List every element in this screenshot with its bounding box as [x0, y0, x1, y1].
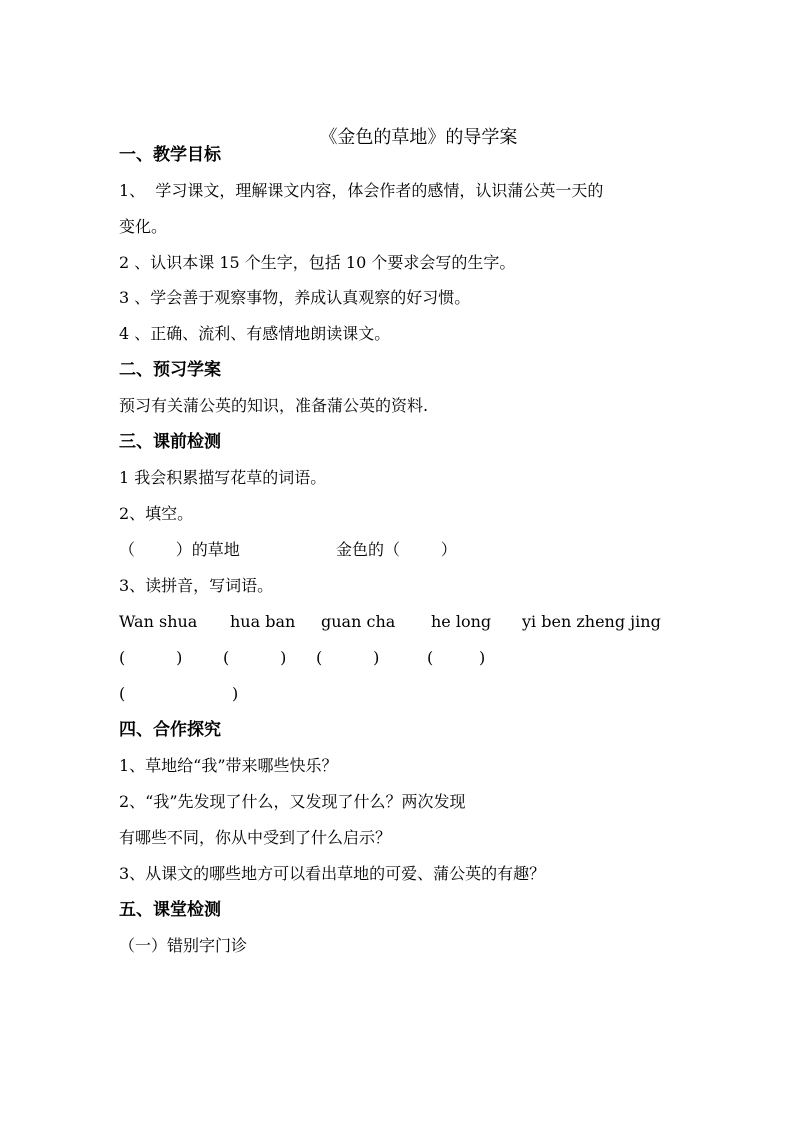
pinyin-item: guan cha: [321, 612, 396, 631]
document-title-text: 《金色的草地》的导学案: [319, 127, 518, 148]
answer-blank: ( ): [119, 648, 183, 667]
goal-item-1-line-1: 1、 学习课文，理解课文内容，体会作者的感情，认识蒲公英一天的: [119, 181, 604, 200]
cooperation-q3: 3、从课文的哪些地方可以看出草地的可爱、蒲公英的有趣？: [119, 864, 546, 883]
section-heading-pre-check: 三、课前检测: [119, 432, 221, 452]
cooperation-q1: 1、草地给“我”带来哪些快乐？: [119, 756, 338, 775]
class-check-sub-1: （一）错别字门诊: [119, 936, 248, 955]
pre-check-q1: 1 我会积累描写花草的词语。: [119, 468, 327, 487]
answer-blank: ( ): [223, 648, 287, 667]
preview-text: 预习有关蒲公英的知识，准备蒲公英的资料.: [119, 396, 429, 415]
goal-item-3: 3 、学会善于观察事物，养成认真观察的好习惯。: [119, 288, 471, 307]
answer-blank: ( ): [427, 648, 486, 667]
fill-blank-2: 金色的（ ）: [336, 540, 457, 559]
cooperation-q2-line-1: 2、“我”先发现了什么，又发现了什么？两次发现: [119, 792, 466, 811]
fill-blank-1: （ ）的草地: [119, 540, 240, 559]
pre-check-q2: 2、填空。: [119, 504, 194, 523]
goal-item-1-line-2: 变化。: [119, 217, 168, 236]
pinyin-item: yi ben zheng jing: [522, 612, 661, 631]
goal-item-2: 2 、认识本课 15 个生字，包括 10 个要求会写的生字。: [119, 253, 516, 272]
section-heading-cooperation: 四、合作探究: [119, 720, 221, 740]
section-heading-teaching-goals: 一、教学目标: [119, 145, 221, 165]
section-heading-class-check: 五、课堂检测: [119, 900, 221, 920]
pinyin-row: [119, 612, 679, 632]
section-heading-preview: 二、预习学案: [119, 360, 221, 380]
answer-blank-row-1: [119, 648, 679, 668]
answer-blank: ( ): [316, 648, 380, 667]
pre-check-q3: 3、读拼音，写词语。: [119, 576, 274, 595]
cooperation-q2-line-2: 有哪些不同，你从中受到了什么启示？: [119, 828, 392, 847]
goal-item-4: 4 、正确、流利、有感情地朗读课文。: [119, 324, 391, 343]
pinyin-item: Wan shua: [119, 612, 198, 631]
pinyin-item: hua ban: [230, 612, 296, 631]
pinyin-item: he long: [431, 612, 492, 631]
answer-blank-row-2: ( ): [119, 684, 239, 703]
